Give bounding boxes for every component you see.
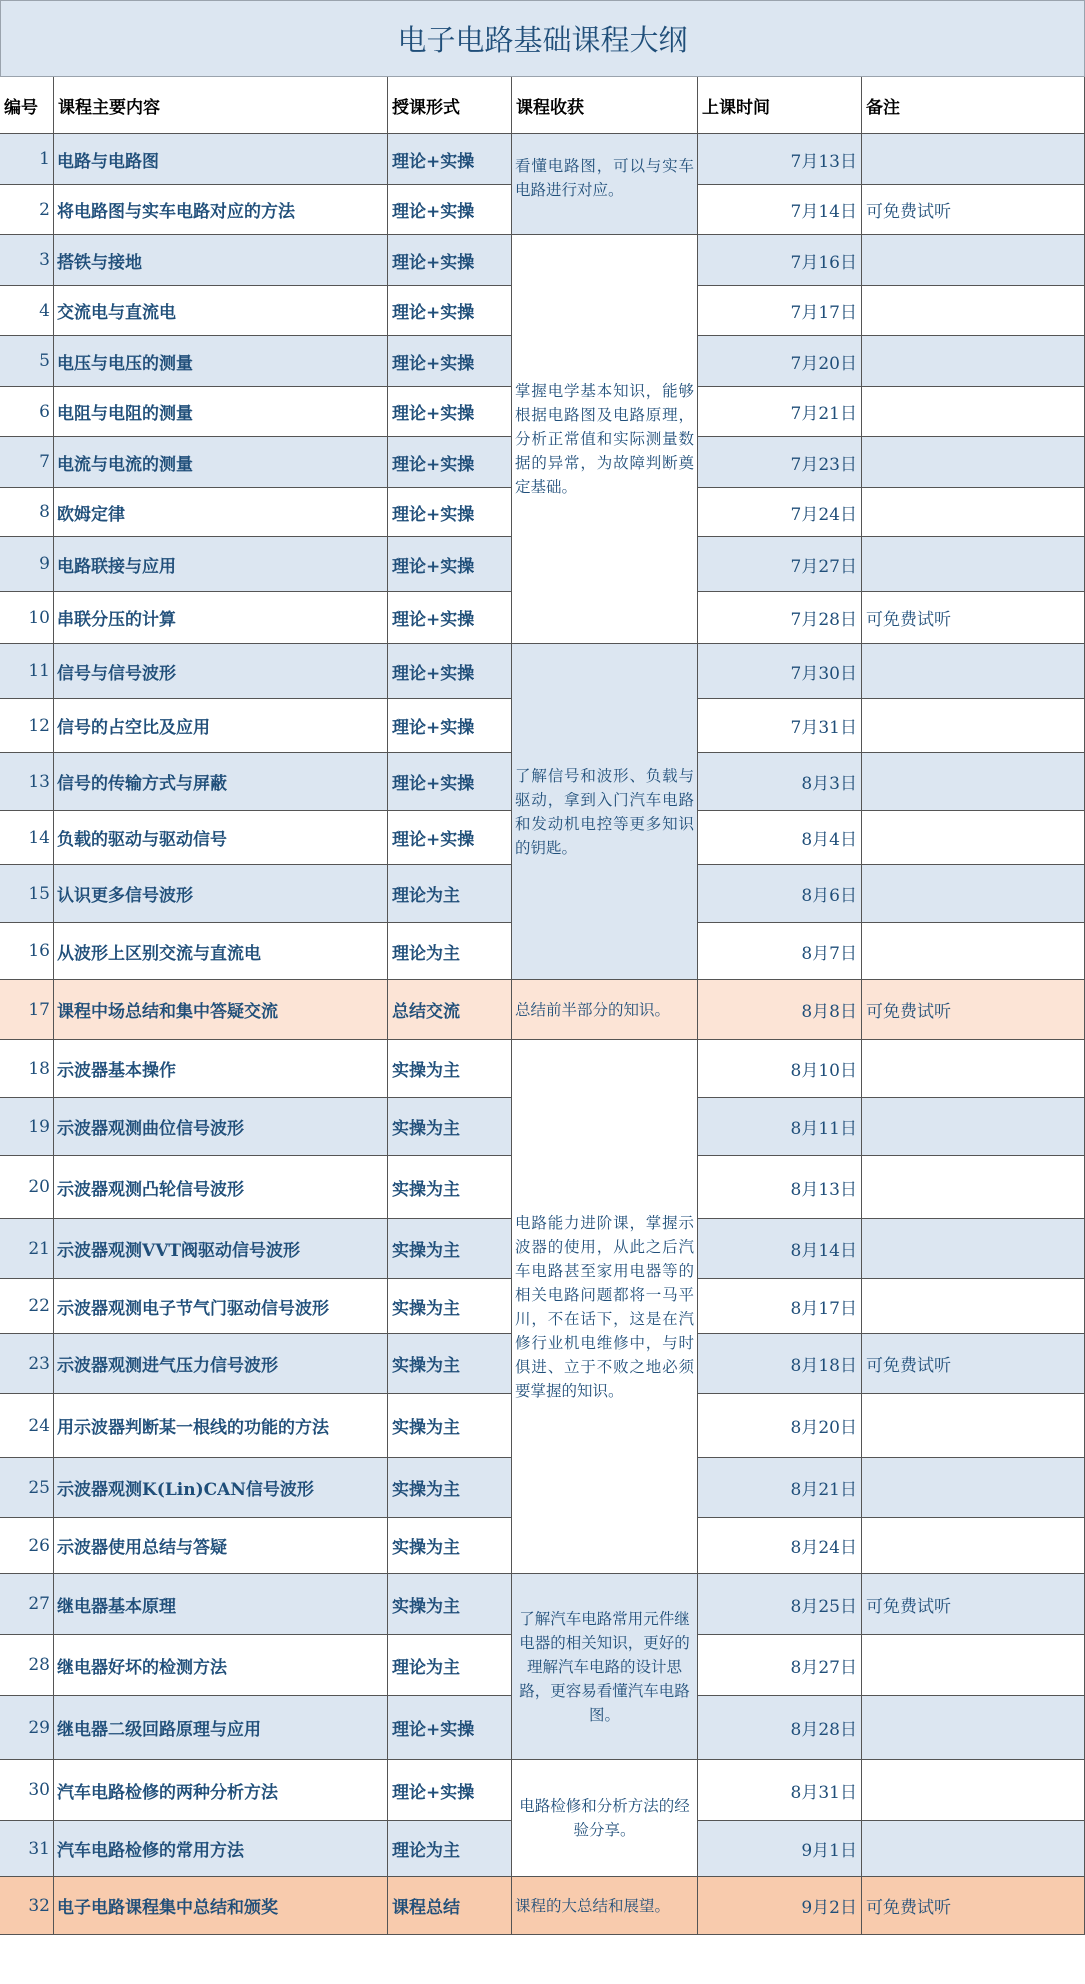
course-note <box>862 1518 1085 1574</box>
course-format: 实操为主 <box>388 1574 512 1635</box>
course-note <box>862 286 1085 336</box>
course-topic: 示波器观测VVT阀驱动信号波形 <box>54 1219 388 1279</box>
course-topic: 交流电与直流电 <box>54 286 388 336</box>
course-format: 理论+实操 <box>388 134 512 185</box>
course-topic: 示波器观测K(Lin)CAN信号波形 <box>54 1458 388 1518</box>
course-note: 可免费试听 <box>862 1574 1085 1635</box>
course-note <box>862 923 1085 980</box>
course-topic: 继电器基本原理 <box>54 1574 388 1635</box>
course-format: 理论为主 <box>388 923 512 980</box>
course-format: 理论+实操 <box>388 286 512 336</box>
course-number: 19 <box>0 1098 54 1156</box>
course-number: 9 <box>0 537 54 592</box>
course-topic: 欧姆定律 <box>54 488 388 537</box>
course-table <box>0 134 1085 1935</box>
course-note <box>862 387 1085 437</box>
course-format: 课程总结 <box>388 1877 512 1935</box>
course-topic: 负载的驱动与驱动信号 <box>54 811 388 865</box>
course-topic: 电流与电流的测量 <box>54 437 388 488</box>
course-number: 32 <box>0 1877 54 1935</box>
course-number: 23 <box>0 1334 54 1394</box>
course-date: 7月23日 <box>698 437 862 488</box>
course-number: 8 <box>0 488 54 537</box>
course-number: 22 <box>0 1279 54 1334</box>
course-format: 理论+实操 <box>388 699 512 753</box>
course-topic: 从波形上区别交流与直流电 <box>54 923 388 980</box>
course-date: 8月7日 <box>698 923 862 980</box>
course-date: 8月13日 <box>698 1156 862 1219</box>
course-gain: 电路能力进阶课，掌握示波器的使用，从此之后汽车电路甚至家用电器等的相关电路问题都将一马平川，不在话下，这是在汽修行业机电维修中，与时俱进、立于不败之地必须要掌握的知识。 <box>512 1040 698 1574</box>
course-note: 可免费试听 <box>862 592 1085 644</box>
course-date: 8月6日 <box>698 865 862 923</box>
course-note <box>862 1635 1085 1696</box>
course-note: 可免费试听 <box>862 980 1085 1040</box>
course-format: 实操为主 <box>388 1156 512 1219</box>
course-format: 理论+实操 <box>388 336 512 387</box>
course-date: 8月17日 <box>698 1279 862 1334</box>
course-date: 8月3日 <box>698 753 862 811</box>
course-topic: 示波器观测电子节气门驱动信号波形 <box>54 1279 388 1334</box>
course-date: 8月10日 <box>698 1040 862 1098</box>
course-number: 12 <box>0 699 54 753</box>
course-number: 13 <box>0 753 54 811</box>
header-note: 备注 <box>862 77 1085 133</box>
course-number: 29 <box>0 1696 54 1760</box>
header-gain: 课程收获 <box>512 77 698 133</box>
course-format: 实操为主 <box>388 1040 512 1098</box>
course-note <box>862 235 1085 286</box>
course-topic: 继电器好坏的检测方法 <box>54 1635 388 1696</box>
course-date: 7月13日 <box>698 134 862 185</box>
course-note <box>862 1394 1085 1458</box>
course-date: 9月2日 <box>698 1877 862 1935</box>
course-format: 理论+实操 <box>388 1696 512 1760</box>
header-topic: 课程主要内容 <box>54 77 388 133</box>
course-number: 15 <box>0 865 54 923</box>
course-topic: 汽车电路检修的两种分析方法 <box>54 1760 388 1821</box>
course-date: 7月24日 <box>698 488 862 537</box>
course-topic: 搭铁与接地 <box>54 235 388 286</box>
course-note <box>862 753 1085 811</box>
course-format: 理论+实操 <box>388 437 512 488</box>
course-note <box>862 1458 1085 1518</box>
course-format: 理论为主 <box>388 865 512 923</box>
course-topic: 示波器使用总结与答疑 <box>54 1518 388 1574</box>
course-topic: 串联分压的计算 <box>54 592 388 644</box>
course-note: 可免费试听 <box>862 185 1085 235</box>
course-topic: 用示波器判断某一根线的功能的方法 <box>54 1394 388 1458</box>
course-gain: 掌握电学基本知识，能够根据电路图及电路原理，分析正常值和实际测量数据的异常，为故障判断奠定基础。 <box>512 235 698 644</box>
course-format: 理论+实操 <box>388 644 512 699</box>
course-number: 1 <box>0 134 54 185</box>
course-date: 7月27日 <box>698 537 862 592</box>
course-note <box>862 811 1085 865</box>
course-topic: 信号的传输方式与屏蔽 <box>54 753 388 811</box>
course-format: 理论+实操 <box>388 811 512 865</box>
course-format: 总结交流 <box>388 980 512 1040</box>
course-format: 理论+实操 <box>388 185 512 235</box>
course-date: 7月14日 <box>698 185 862 235</box>
course-date: 9月1日 <box>698 1821 862 1877</box>
header-form: 授课形式 <box>388 77 512 133</box>
course-number: 11 <box>0 644 54 699</box>
course-note <box>862 699 1085 753</box>
course-topic: 电压与电压的测量 <box>54 336 388 387</box>
course-number: 25 <box>0 1458 54 1518</box>
course-gain: 课程的大总结和展望。 <box>512 1877 698 1935</box>
course-format: 实操为主 <box>388 1279 512 1334</box>
course-note <box>862 644 1085 699</box>
course-topic: 将电路图与实车电路对应的方法 <box>54 185 388 235</box>
course-gain: 了解信号和波形、负载与驱动，拿到入门汽车电路和发动机电控等更多知识的钥匙。 <box>512 644 698 980</box>
course-number: 5 <box>0 336 54 387</box>
course-note <box>862 1279 1085 1334</box>
course-format: 实操为主 <box>388 1518 512 1574</box>
course-number: 16 <box>0 923 54 980</box>
table-header <box>0 77 1085 134</box>
course-number: 18 <box>0 1040 54 1098</box>
header-number: 编号 <box>0 77 54 133</box>
course-format: 理论+实操 <box>388 488 512 537</box>
course-note <box>862 134 1085 185</box>
page-title: 电子电路基础课程大纲 <box>0 0 1085 77</box>
course-note <box>862 336 1085 387</box>
course-date: 8月20日 <box>698 1394 862 1458</box>
course-format: 实操为主 <box>388 1334 512 1394</box>
course-format: 实操为主 <box>388 1394 512 1458</box>
course-topic: 课程中场总结和集中答疑交流 <box>54 980 388 1040</box>
course-number: 10 <box>0 592 54 644</box>
course-number: 26 <box>0 1518 54 1574</box>
course-format: 实操为主 <box>388 1219 512 1279</box>
course-format: 理论为主 <box>388 1635 512 1696</box>
course-gain: 总结前半部分的知识。 <box>512 980 698 1040</box>
course-topic: 示波器基本操作 <box>54 1040 388 1098</box>
course-note <box>862 1821 1085 1877</box>
course-number: 4 <box>0 286 54 336</box>
course-topic: 继电器二级回路原理与应用 <box>54 1696 388 1760</box>
course-date: 7月31日 <box>698 699 862 753</box>
course-date: 8月14日 <box>698 1219 862 1279</box>
course-format: 实操为主 <box>388 1098 512 1156</box>
course-number: 3 <box>0 235 54 286</box>
course-topic: 信号与信号波形 <box>54 644 388 699</box>
course-number: 21 <box>0 1219 54 1279</box>
course-format: 实操为主 <box>388 1458 512 1518</box>
course-format: 理论+实操 <box>388 753 512 811</box>
course-note <box>862 1098 1085 1156</box>
course-date: 8月21日 <box>698 1458 862 1518</box>
course-topic: 电路与电路图 <box>54 134 388 185</box>
course-topic: 信号的占空比及应用 <box>54 699 388 753</box>
course-date: 8月28日 <box>698 1696 862 1760</box>
header-date: 上课时间 <box>698 77 862 133</box>
course-date: 7月30日 <box>698 644 862 699</box>
course-number: 14 <box>0 811 54 865</box>
course-date: 8月4日 <box>698 811 862 865</box>
course-format: 理论+实操 <box>388 1760 512 1821</box>
course-date: 7月16日 <box>698 235 862 286</box>
course-number: 31 <box>0 1821 54 1877</box>
course-number: 30 <box>0 1760 54 1821</box>
course-date: 8月25日 <box>698 1574 862 1635</box>
course-topic: 示波器观测凸轮信号波形 <box>54 1156 388 1219</box>
course-date: 8月18日 <box>698 1334 862 1394</box>
course-format: 理论+实操 <box>388 387 512 437</box>
course-number: 24 <box>0 1394 54 1458</box>
course-number: 28 <box>0 1635 54 1696</box>
course-date: 7月28日 <box>698 592 862 644</box>
course-note <box>862 1156 1085 1219</box>
course-topic: 示波器观测进气压力信号波形 <box>54 1334 388 1394</box>
course-note: 可免费试听 <box>862 1334 1085 1394</box>
course-number: 6 <box>0 387 54 437</box>
course-format: 理论为主 <box>388 1821 512 1877</box>
course-format: 理论+实操 <box>388 592 512 644</box>
course-number: 17 <box>0 980 54 1040</box>
course-gain: 电路检修和分析方法的经验分享。 <box>512 1760 698 1877</box>
course-topic: 认识更多信号波形 <box>54 865 388 923</box>
course-date: 7月20日 <box>698 336 862 387</box>
course-topic: 电阻与电阻的测量 <box>54 387 388 437</box>
course-number: 20 <box>0 1156 54 1219</box>
course-date: 7月21日 <box>698 387 862 437</box>
course-topic: 电子电路课程集中总结和颁奖 <box>54 1877 388 1935</box>
course-note <box>862 437 1085 488</box>
course-topic: 汽车电路检修的常用方法 <box>54 1821 388 1877</box>
course-date: 8月24日 <box>698 1518 862 1574</box>
course-note <box>862 865 1085 923</box>
course-note <box>862 537 1085 592</box>
course-date: 8月11日 <box>698 1098 862 1156</box>
course-date: 8月31日 <box>698 1760 862 1821</box>
course-date: 8月8日 <box>698 980 862 1040</box>
course-note: 可免费试听 <box>862 1877 1085 1935</box>
course-number: 2 <box>0 185 54 235</box>
course-format: 理论+实操 <box>388 537 512 592</box>
course-number: 27 <box>0 1574 54 1635</box>
course-gain: 了解汽车电路常用元件继电器的相关知识，更好的理解汽车电路的设计思路，更容易看懂汽车电路图。 <box>512 1574 698 1760</box>
course-topic: 示波器观测曲位信号波形 <box>54 1098 388 1156</box>
course-note <box>862 488 1085 537</box>
course-date: 7月17日 <box>698 286 862 336</box>
course-note <box>862 1040 1085 1098</box>
course-format: 理论+实操 <box>388 235 512 286</box>
course-gain: 看懂电路图，可以与实车电路进行对应。 <box>512 134 698 235</box>
course-topic: 电路联接与应用 <box>54 537 388 592</box>
course-date: 8月27日 <box>698 1635 862 1696</box>
course-note <box>862 1219 1085 1279</box>
course-note <box>862 1696 1085 1760</box>
course-note <box>862 1760 1085 1821</box>
course-number: 7 <box>0 437 54 488</box>
